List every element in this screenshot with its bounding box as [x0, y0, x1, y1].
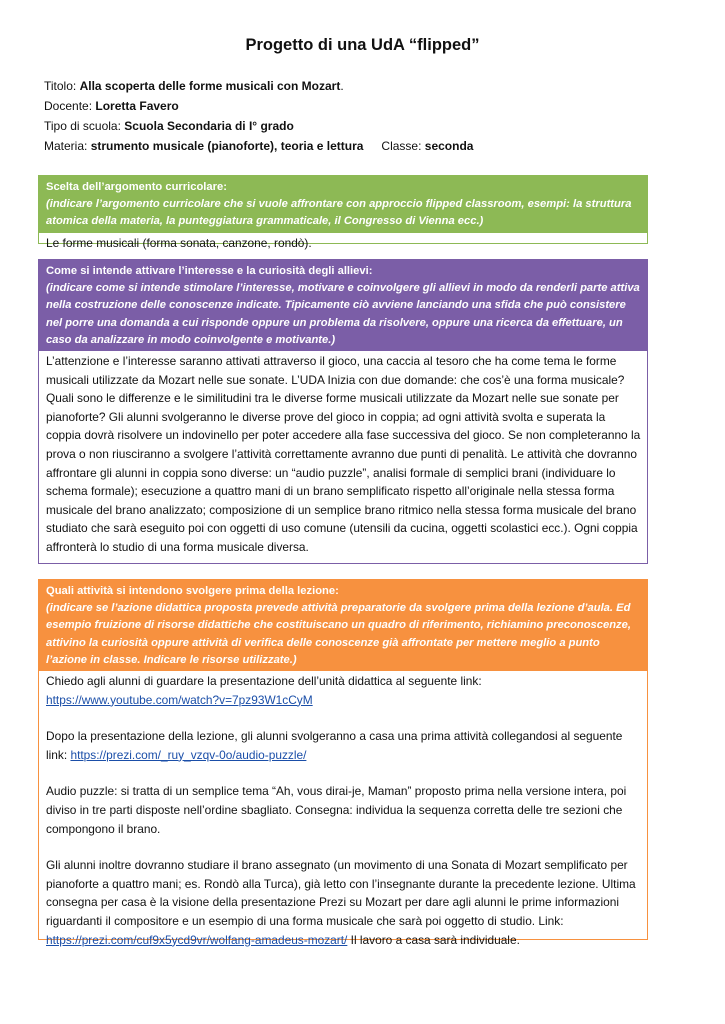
docente-value: Loretta Favero	[95, 99, 179, 113]
docente-label: Docente:	[44, 99, 96, 113]
section-body	[39, 351, 647, 561]
meta-docente	[44, 96, 473, 116]
section-body	[39, 671, 647, 953]
document-metadata	[44, 76, 473, 156]
section-header	[39, 580, 647, 671]
section-text: L’attenzione e l’interesse saranno attivati attraverso il gioco, una caccia al tesoro che ha come tema le forme musicali utilizzate da Mozart nelle sue sonate. L’UDA Inizia con due domande: che cos’è una forma musicale? Quali sono le differenze e le similitudini tra le diverse forme musicali utilizzate da Mozart nelle sue sonate per pianoforte? Gli alunni svolgeranno le diverse prove del gioco in coppia; ad ogni attività svolta e superata la coppia dovrà risolvere un indovinello per poter accedere alla fase successiva del gioco. Se non completeranno la prova o non riusciranno a svolgere l’attività correttamente avranno due punti di penalità. Le attività che dovranno affrontare gli alunni in coppia sono diverse: un “audio puzzle”, analisi formale di semplici brani (individuare lo schema formale); esecuzione a quattro mani di un brano semplificato rispetto all’originale nella stessa forma musicale del brano analizzato; composizione di un semplice brano ritmico nella stessa forma musicale del brano studiato che sarà eseguito poi con oggetti di uso comune (utensili da cucina, oggetti scolastici ecc.). Ogni coppia affronterà lo studio di una forma musicale diversa.	[46, 354, 641, 554]
youtube-link[interactable]: https://www.youtube.com/watch?v=7pz93W1cCyM	[46, 692, 313, 707]
paragraph-text-end: Il lavoro a casa sarà individuale.	[347, 932, 520, 947]
meta-scuola	[44, 116, 473, 136]
classe-value: seconda	[424, 139, 474, 153]
section-argomento-curricolare	[38, 175, 648, 250]
classe-label: Classe:	[381, 139, 425, 153]
section-title: Come si intende attivare l’interesse e la curiosità degli allievi:	[46, 265, 373, 277]
titolo-value: Alla scoperta delle forme musicali con Mozart	[79, 79, 341, 93]
paragraph-text: Audio puzzle: si tratta di un semplice tema “Ah, vous dirai-je, Maman” proposto prima nella versione intera, poi diviso in tre parti disposte nell’ordine sbagliato. Consegna: individua la sequenza corretta delle tre sezioni che compongono il brano.	[46, 784, 627, 836]
prezi-mozart-link[interactable]: https://prezi.com/cuf9x5ycd9vr/wolfang-amadeus-mozart/	[46, 932, 348, 947]
section-text: Le forme musicali (forma sonata, canzone, rondò).	[46, 235, 312, 250]
section-header	[39, 176, 647, 233]
scuola-value: Scuola Secondaria di I° grado	[124, 119, 294, 133]
section-description: (indicare come si intende stimolare l’interesse, motivare e coinvolgere gli allievi in modo da renderli parte attiva nella costruzione delle conoscenze indicate. Tipicamente ciò avviene lanciando una sfida che può consistere nel porre una domanda a cui risponde oppure un problema da risolvere, oppure una ricerca da effettuare, un caso da analizzare in modo coinvolgente e motivante.)	[46, 282, 640, 346]
meta-materia-classe	[44, 136, 473, 156]
paragraph-text: Dopo la presentazione della lezione, gli alunni svolgeranno a casa una prima attività collegandosi al seguente link:	[46, 729, 623, 762]
section-attivita-prima-lezione	[38, 579, 648, 947]
paragraph-text: Gli alunni inoltre dovranno studiare il brano assegnato (un movimento di una Sonata di Mozart semplificato per pianoforte a quattro mani; es. Rondò alla Turca), già letto con l’insegnante durante la precedente lezione. Ultima consegna per casa è la visione della presentazione Prezi su Mozart per dare agli alunni le prime informazioni riguardanti il compositore e un esempio di una forma musicale che sarà poi oggetto di studio. Link:	[46, 858, 636, 928]
paragraph-presentazione	[46, 672, 641, 709]
paragraph-text: Chiedo agli alunni di guardare la presentazione dell’unità didattica al seguente link:	[46, 674, 482, 689]
section-body	[39, 233, 647, 257]
section-description: (indicare se l’azione didattica proposta prevede attività preparatorie da svolgere prima della lezione d’aula. Ed esempio fruizione di risorse didattiche che costituiscano un quadro di riferimento, richiamino preconoscenze, attivino la curiosità oppure attività di verifica delle conoscenze già affrontate per mettere meglio a punto l’azione in classe. Indicare le risorse utilizzate.)	[46, 602, 631, 666]
section-interesse-curiosita	[38, 259, 648, 564]
titolo-label: Titolo:	[44, 79, 80, 93]
prezi-audio-puzzle-link[interactable]: https://prezi.com/_ruy_vzqv-0o/audio-puzzle/	[70, 747, 307, 762]
section-header	[39, 260, 647, 351]
materia-value: strumento musicale (pianoforte), teoria e lettura	[90, 139, 364, 153]
section-title: Quali attività si intendono svolgere prima della lezione:	[46, 585, 339, 597]
materia-label: Materia:	[44, 139, 91, 153]
paragraph-audio-puzzle	[46, 782, 641, 838]
scuola-label: Tipo di scuola:	[44, 119, 125, 133]
paragraph-studio-brano	[46, 856, 641, 949]
meta-titolo	[44, 76, 473, 96]
paragraph-audio-puzzle-link	[46, 727, 641, 764]
page-title: Progetto di una UdA “flipped”	[245, 36, 480, 54]
section-title: Scelta dell’argomento curricolare:	[46, 181, 227, 193]
titolo-end: .	[340, 79, 344, 93]
section-description: (indicare l’argomento curricolare che si vuole affrontare con approccio flipped classroom, esempi: la struttura atomica della materia, la punteggiatura grammaticale, il Congresso di Vienna ecc.)	[46, 198, 632, 228]
